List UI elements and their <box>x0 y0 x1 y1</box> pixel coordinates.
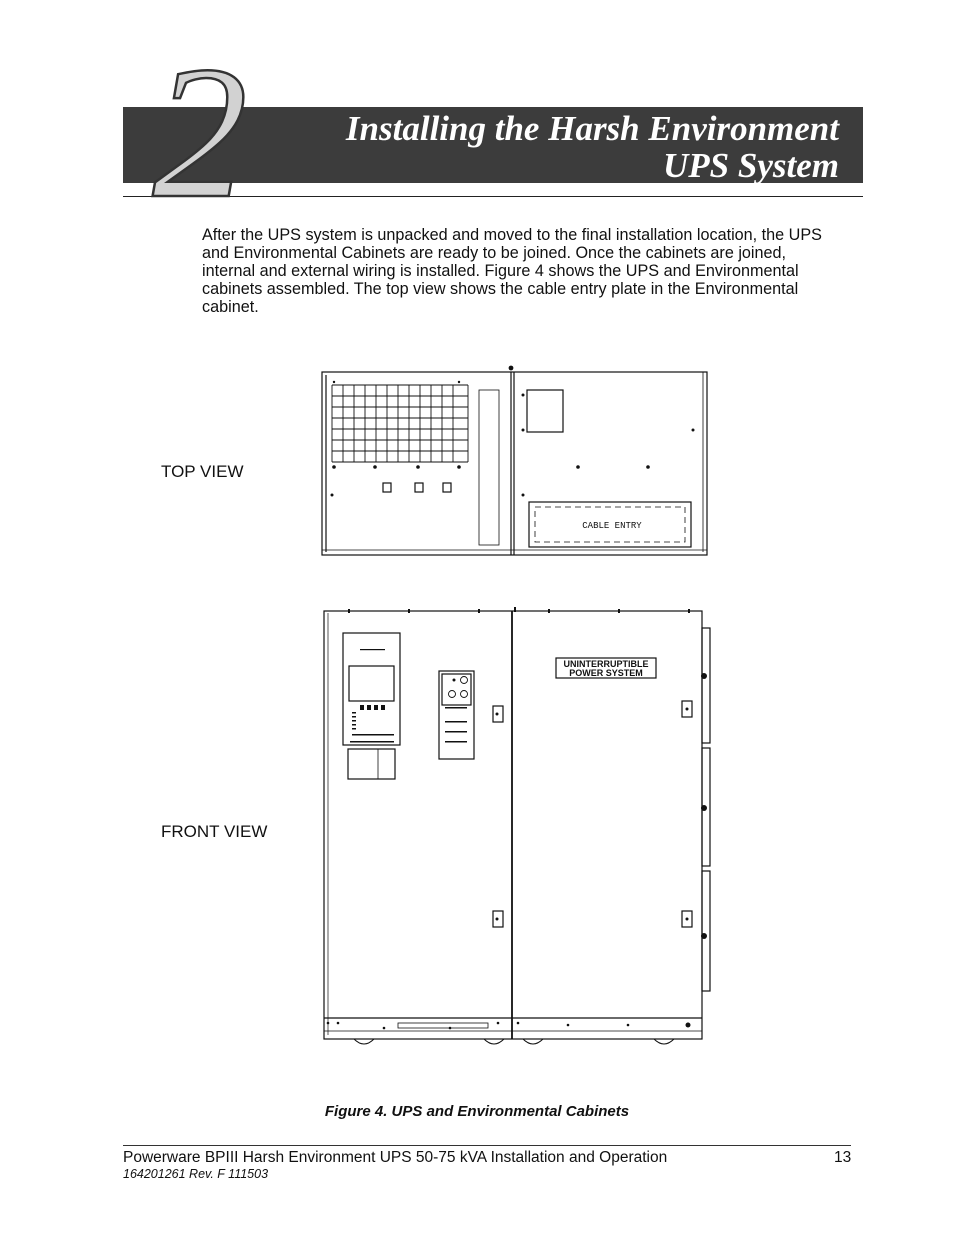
nameplate-line1: UNINTERRUPTIBLE <box>563 659 649 669</box>
chapter-title-line2: UPS System <box>663 146 839 185</box>
chapter-title <box>279 110 839 184</box>
chapter-number <box>140 58 260 208</box>
page-number: 13 <box>834 1149 852 1166</box>
footer-title: Powerware BPIII Harsh Environment UPS 50-75 kVA Installation and Operation <box>123 1149 668 1166</box>
document-revision: 164201261 Rev. F 111503 <box>123 1167 269 1181</box>
intro-paragraph: After the UPS system is unpacked and moved to the final installation location, the UPS and Environmental Cabinets are ready to be joined. Once the cabinets are joined, internal and external wiring is installed. Figure 4 shows the UPS and Environmental cabinets assembled. The top view shows the cable entry plate in the Environmental cabinet. <box>202 226 822 316</box>
nameplate-line2: POWER SYSTEM <box>569 668 643 678</box>
cable-entry-label: CABLE ENTRY <box>582 521 642 531</box>
front-view-drawing <box>318 603 718 1048</box>
front-view-label: FRONT VIEW <box>161 822 268 841</box>
top-view-drawing <box>318 360 718 560</box>
chapter-number-glyph: 2 <box>152 58 248 208</box>
figure-caption: Figure 4. UPS and Environmental Cabinets <box>324 1103 630 1120</box>
footer-rule <box>123 1145 851 1146</box>
chapter-title-line1: Installing the Harsh Environment <box>345 109 839 148</box>
top-view-label: TOP VIEW <box>161 462 244 481</box>
